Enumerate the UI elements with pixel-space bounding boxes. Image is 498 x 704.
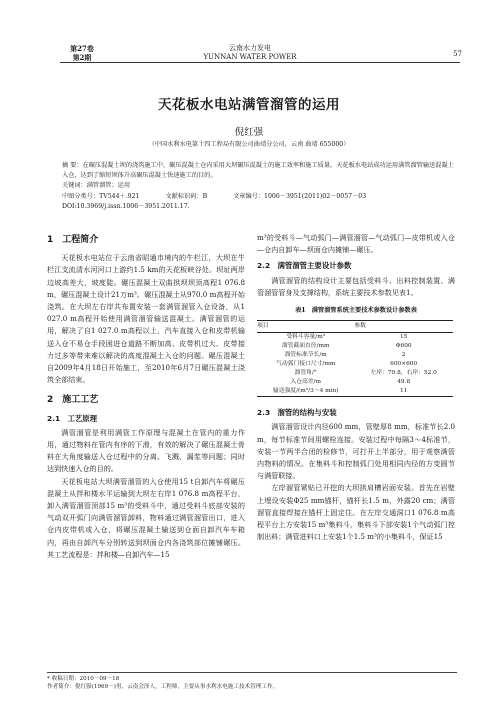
table-cell-item: 溜管截面直径/mm [281, 343, 330, 350]
author-name: 倪红强 [234, 127, 264, 138]
table-header-item: 项目 [257, 321, 354, 333]
table-header-row [257, 321, 453, 333]
volume-issue [62, 44, 102, 62]
table-row [257, 369, 453, 378]
subsection-2-3-paragraph-1: 满管溜管设计内径600 mm，管壁厚8 mm，标准节长2.0 m，每节标准节间用螺栓连接。安装过程中每隔3～4标准节，安装一节两半合闭的检修节，可打开上半部分，用于观察满管内物料的情况。在集料斗和控制弧门处用相同内径的方变圆节与满管联接。 [257, 422, 455, 481]
table-row [257, 387, 453, 397]
journal-name [180, 44, 320, 62]
header-rule [60, 62, 460, 63]
section-1-paragraph: 天花板水电站位于云南省昭通市境内的牛栏江，大坝在牛栏江支流清水河河口上游约1.5 km的天花板峡谷处。坝址两岸边坡高差大，坡度陡。碾压混凝土双曲拱坝坝顶高程1 076.8 m，碾压混凝土设计21万m³。碾压混凝土从970.0 m高程开始浇筑。在大坝左右岸共布置安装一套满管溜管入仓设备，从1 027.0 m高程开始使用满管溜管输送混凝土。满管溜管的运用，解决了自1 027.0 m高程以上，汽车直接入仓和皮带机输送入仓不易仓手段困进仓道路不断加高、皮带机过大、皮带接力过多等带来难以解决的高度混凝土入仓的问题。碾压混凝土自2009年4月18日开始施工，至2010年6月7日碾压混凝土浇筑全部结束。 [47, 253, 245, 385]
author-bio: 作者简介：倪红强(1969－)男，云南会泽人，工程师，主要从事水利水电施工技术管理工作。 [47, 684, 279, 690]
subsection-2-1-paragraph-1: 满管溜管是利用满管工作原理与混凝土在管内的重力作用，通过物料在管内有序的下滑，有效的解决了碾压混凝土骨料在大角度输送入仓过程中的分离、飞溅、漏浆等问题；同时达到快速入仓的目的。 [47, 427, 245, 474]
journal-name-en: YUNNAN WATER POWER [203, 53, 297, 61]
table-cell-value: 600×600 [390, 361, 418, 368]
table-cell-item: 气动弧门接口尺寸/mm [276, 361, 336, 368]
volume-label: 第27卷 [70, 44, 94, 53]
clc-number: 中图分类号：TV544＋.921 [62, 193, 140, 200]
table-row [257, 351, 453, 360]
table-cell-item: 入仓高差/m [290, 379, 321, 386]
document-code: 文献标识码：B [165, 193, 208, 200]
received-date: * 收稿日期：2010－09－18 [47, 676, 120, 682]
table-cell-value: 左岸：79.8，右岸：52.0 [370, 370, 437, 377]
table-cell-item: 溜管标准节长/m [284, 352, 327, 359]
keywords: 关键词：满管溜管；运用 [62, 182, 131, 189]
table-cell-item: 输送强度/(m³/3～4 min) [257, 387, 354, 397]
table-cell-value: 11 [354, 387, 453, 397]
table-row [257, 378, 453, 387]
paper-title: 天花板水电站满管溜管的运用 [158, 97, 340, 113]
table-cell-item: 受料斗容量/m³ [286, 334, 326, 341]
classification-line [62, 192, 454, 202]
abstract: 摘 要：在碾压混凝土坝的浇筑施工中，碾压混凝土仓内采用大坝碾压混凝土的施工效率和施工质量。天花板水电站成功运用满管溜管输送混凝土入仓，达到了缩短坝体升高碾压混凝土快速施工的目的。 [62, 162, 454, 179]
section-heading-2: 2 施工工艺 [47, 395, 99, 406]
subsection-2-2-paragraph: 满管溜管的结构设计主要包括受料斗、出料控制装置、满管溜管管身及支撑结构，系统主要技术参数见表1。 [257, 275, 455, 297]
issue-label: 第2期 [72, 53, 92, 62]
doi: DOI:10.3969/j.issn.1006－3951.2011.17. [62, 203, 190, 210]
journal-name-cn: 云南水力发电 [229, 44, 271, 52]
section-heading-1: 1 工程简介 [47, 235, 99, 245]
table-cell-value: Φ600 [395, 343, 412, 350]
subsection-2-3-paragraph-2: 左岸溜管紧贴已开挖的大坝拱肩槽岩面安装。首先在岩壁上埋设安装Φ25 mm锚杆，锚杆长1.5 m，外露20 cm；满管溜管直接焊接在锚杆上固定住。在左岸交通洞口1 076.8 m高程平台上方安装15 m³集料斗，集料斗下部安装1个气动弧门控制出料；满管进料口上安装1个1.5 m³的小集料斗，保证15 [257, 483, 455, 542]
subsection-heading-2-3: 2.3 溜管的结构与安装 [257, 408, 337, 418]
table-header-value: 参数 [354, 321, 453, 333]
footnote [47, 672, 457, 691]
table-cell-value: 49.8 [397, 379, 411, 386]
table-cell-item: 溜管角/° [294, 370, 317, 377]
subsection-2-1-paragraph-2: 天花板电站大坝满管溜管的入仓使用15 t自卸汽车将碾压混凝土从拌和楼水平运输到大坝左右岸1 076.8 m高程平台，卸入满管溜管顶部15 m³的受料斗中，通过受料斗底部安装的气动双开弧门向满管溜管卸料，物料通过满管溜管出口，进入仓内皮带机或入仓，将碾压混凝土输送到仓面自卸汽车车箱内，再由自卸汽车分别转送到坝面仓内各浇筑部位摊铺碾压。其工艺流程是：拌和楼—自卸汽车—15 [47, 476, 245, 559]
table-cell-value: 15 [399, 334, 408, 341]
table-caption: 表1 满管溜管系统主要技术参数设计参数表 [295, 307, 417, 315]
parameter-table [257, 320, 453, 397]
right-column [257, 232, 455, 543]
subsection-heading-2-1: 2.1 工艺原理 [47, 413, 98, 423]
continued-paragraph: m³的受料斗—气动弧门—满管溜管—气动弧门—皮带机或入仓—仓内自卸车—坝面仓内摊铺—碾压。 [257, 233, 455, 255]
subsection-heading-2-2: 2.2 满管溜管主要设计参数 [257, 261, 352, 271]
table-row [257, 360, 453, 369]
article-number: 文章编号：1006－3951(2011)02－0057－03 [233, 193, 367, 200]
table-cell-value: 2 [401, 352, 406, 359]
table-row [257, 342, 453, 351]
left-column [47, 232, 245, 561]
author-affiliation: （中国水利水电第十四工程局有限公司曲靖分公司，云南 曲靖 655000） [148, 141, 350, 148]
page-number: 57 [453, 50, 462, 58]
table-row [257, 333, 453, 343]
running-header [0, 0, 498, 64]
